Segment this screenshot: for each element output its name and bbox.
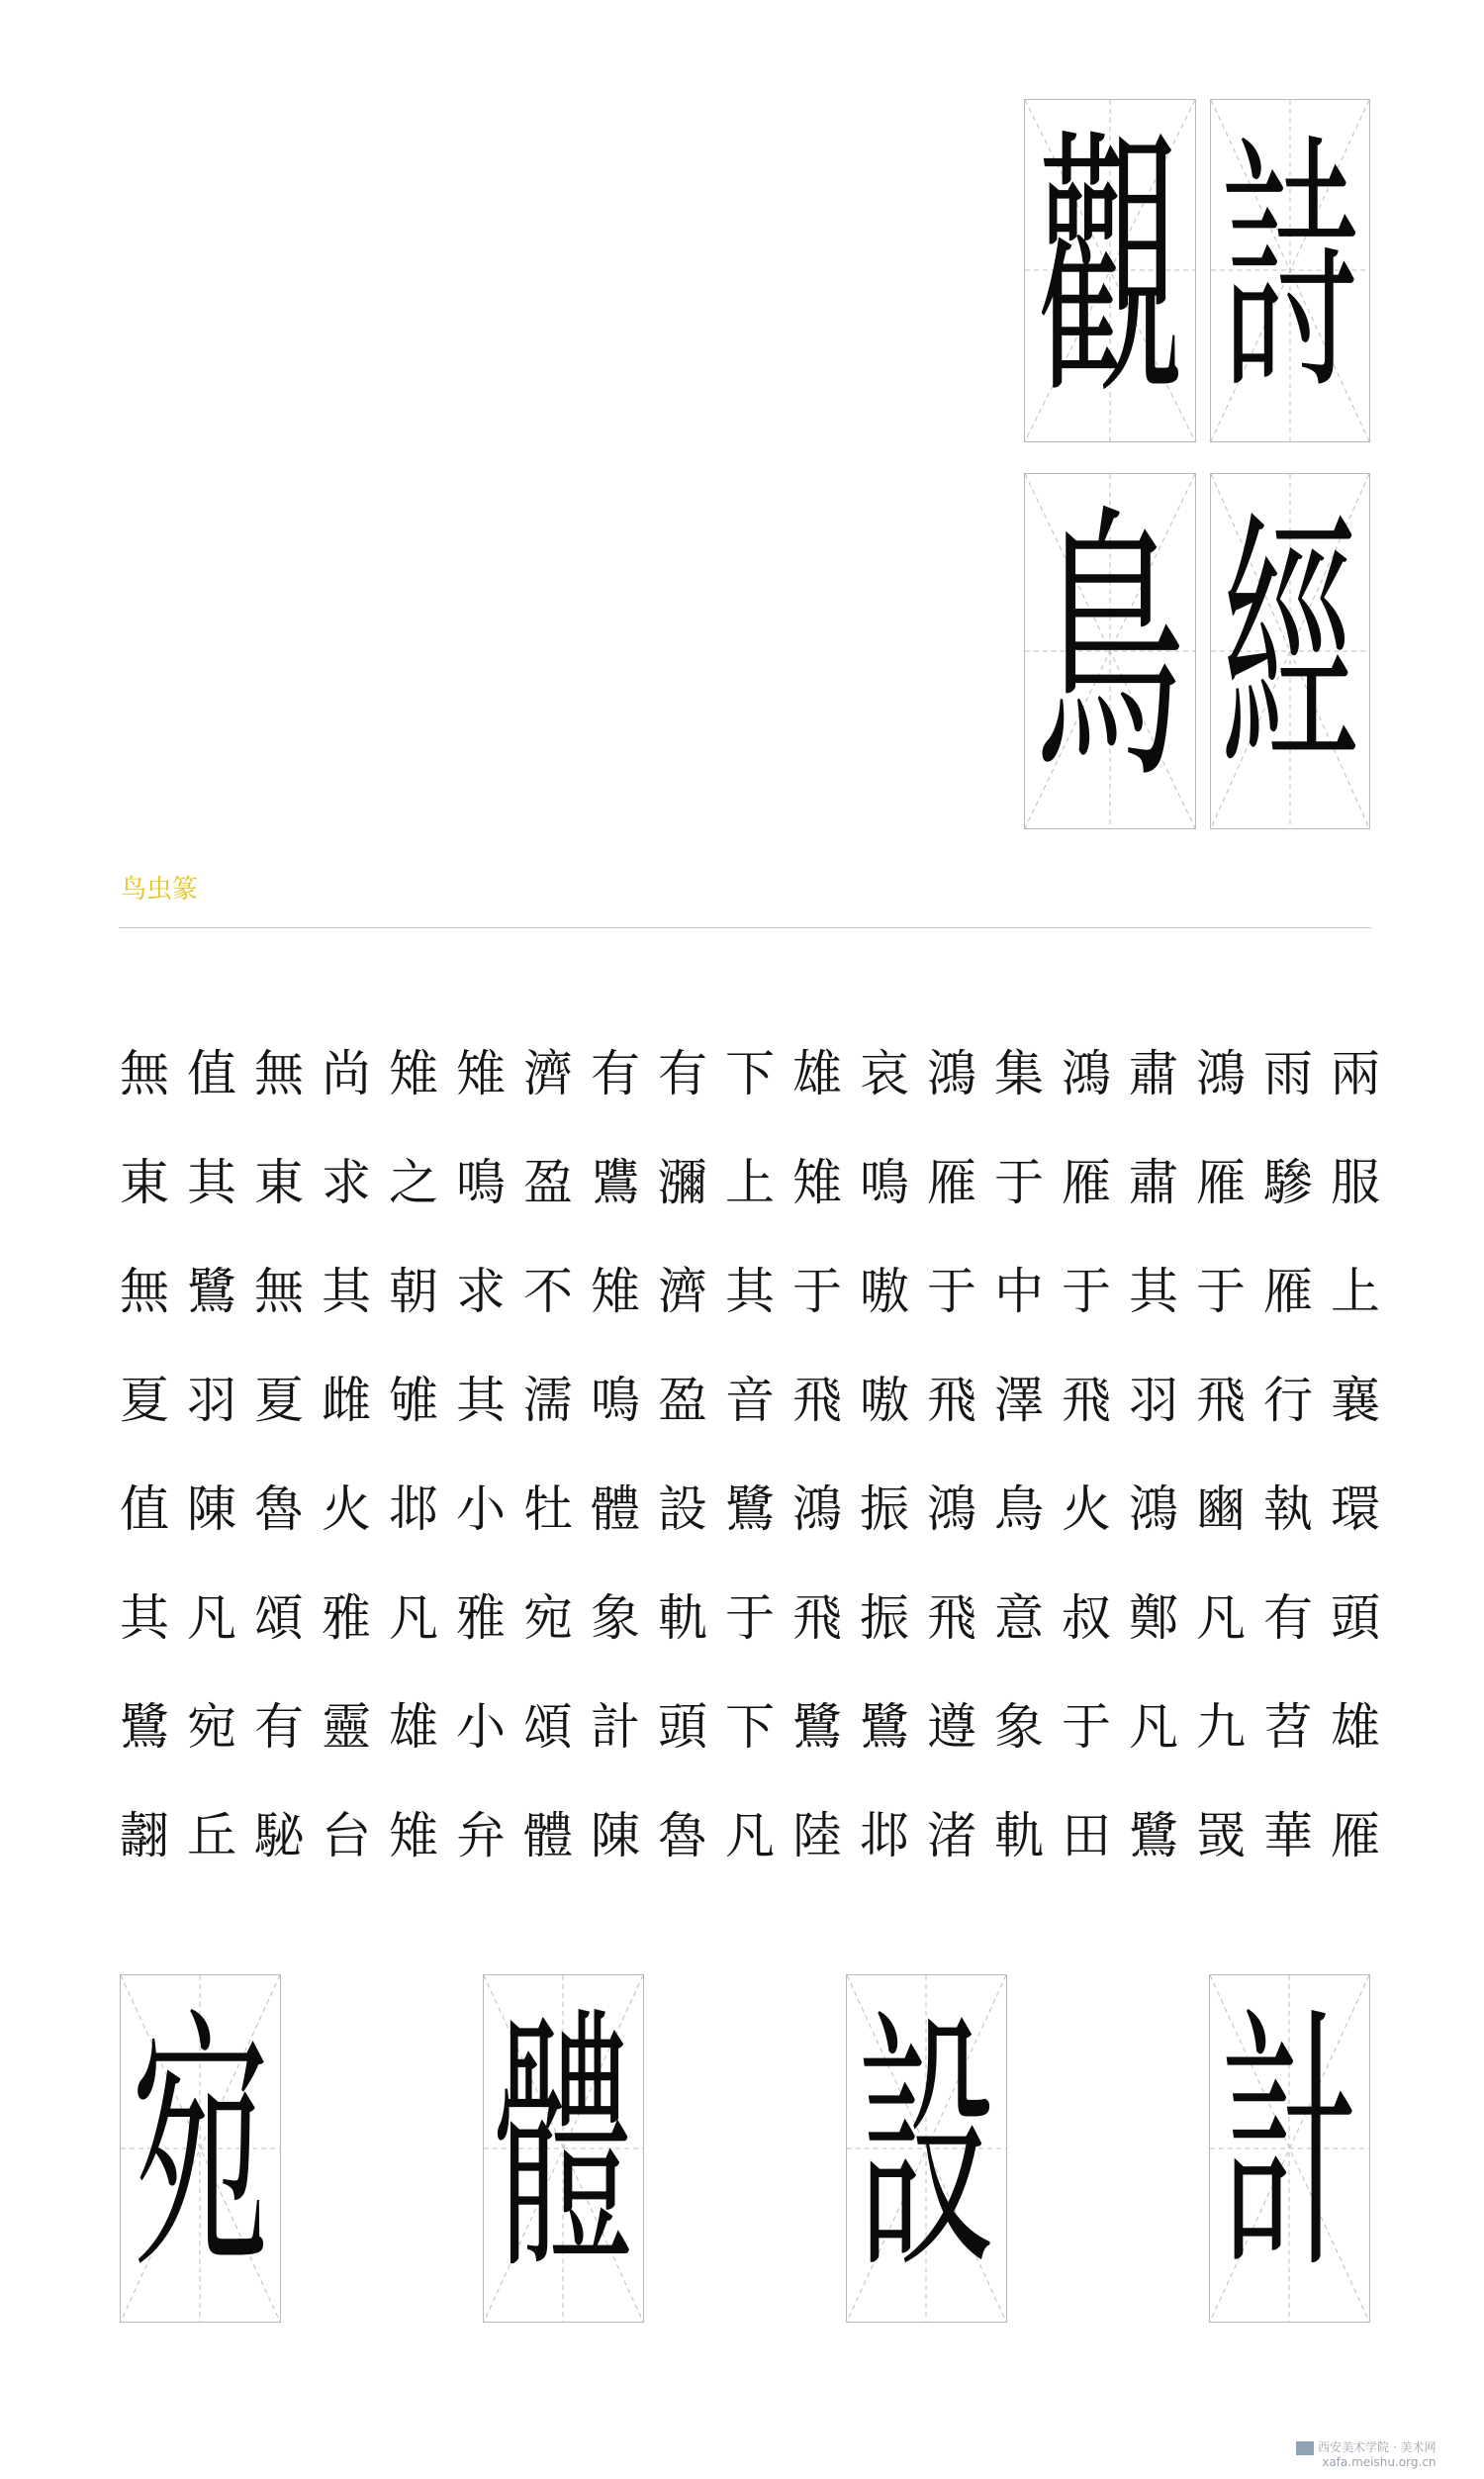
character: 台 <box>322 1807 371 1864</box>
text-column <box>1258 1019 1318 1890</box>
text-column <box>1124 1019 1183 1890</box>
character: 無 <box>254 1263 304 1320</box>
character: 意 <box>994 1589 1044 1647</box>
character: 弁 <box>456 1807 506 1864</box>
character: 鷕 <box>591 1154 640 1211</box>
character: 雁 <box>1196 1154 1246 1211</box>
character: 小 <box>456 1480 506 1538</box>
character: 火 <box>322 1480 371 1538</box>
character: 宛 <box>187 1698 236 1756</box>
specimen-glyph: 觀 <box>1035 107 1184 434</box>
text-column <box>451 1019 510 1890</box>
character: 有 <box>254 1698 304 1756</box>
text-column <box>384 1019 443 1890</box>
character: 振 <box>860 1589 909 1647</box>
character: 凡 <box>1196 1589 1246 1647</box>
specimen-glyph: 鳥 <box>1035 483 1184 819</box>
character: 九 <box>1196 1698 1246 1756</box>
character: 渚 <box>927 1807 976 1864</box>
character: 翿 <box>120 1807 169 1864</box>
character: 罭 <box>1196 1807 1246 1864</box>
logo-icon <box>1296 2441 1314 2455</box>
character: 雁 <box>1263 1263 1313 1320</box>
character: 于 <box>1196 1263 1246 1320</box>
character: 雨 <box>1263 1045 1313 1102</box>
character: 濟 <box>658 1263 707 1320</box>
character: 上 <box>1331 1263 1380 1320</box>
character: 濟 <box>523 1045 573 1102</box>
character: 盈 <box>658 1372 707 1429</box>
specimen-glyph: 詩 <box>1220 112 1359 428</box>
text-column <box>855 1019 914 1890</box>
character: 凡 <box>725 1807 775 1864</box>
character: 頌 <box>523 1698 573 1756</box>
character: 音 <box>725 1372 775 1429</box>
character: 雁 <box>1331 1807 1380 1864</box>
text-column <box>653 1019 712 1890</box>
character: 雅 <box>456 1589 506 1647</box>
character: 小 <box>456 1698 506 1756</box>
character: 于 <box>792 1263 842 1320</box>
character: 飛 <box>1062 1372 1111 1429</box>
character: 鳥 <box>994 1480 1044 1538</box>
specimen-box-ti <box>483 1974 644 2323</box>
character: 雄 <box>792 1045 842 1102</box>
character: 其 <box>322 1263 371 1320</box>
character: 丘 <box>187 1807 236 1864</box>
specimen-box-niao <box>1024 473 1196 829</box>
character: 飛 <box>792 1589 842 1647</box>
text-column <box>922 1019 981 1890</box>
character: 飛 <box>1196 1372 1246 1429</box>
character: 兩 <box>1331 1045 1380 1102</box>
character: 牡 <box>523 1480 573 1538</box>
character: 有 <box>1263 1589 1313 1647</box>
character: 東 <box>120 1154 169 1211</box>
character: 雉 <box>389 1045 438 1102</box>
text-column <box>720 1019 780 1890</box>
character: 雁 <box>927 1154 976 1211</box>
character: 之 <box>389 1154 438 1211</box>
character: 鴻 <box>1062 1045 1111 1102</box>
specimen-glyph: 計 <box>1220 1986 1359 2309</box>
character: 有 <box>591 1045 640 1102</box>
character: 鷺 <box>187 1263 236 1320</box>
character: 雄 <box>389 1698 438 1756</box>
character: 集 <box>994 1045 1044 1102</box>
character: 鷺 <box>725 1480 775 1538</box>
character: 鷺 <box>120 1698 169 1756</box>
character: 瀰 <box>658 1154 707 1211</box>
specimen-box-wan <box>120 1974 281 2323</box>
character: 雊 <box>389 1372 438 1429</box>
character: 鷺 <box>860 1698 909 1756</box>
character: 象 <box>994 1698 1044 1756</box>
character: 澤 <box>994 1372 1044 1429</box>
character: 邶 <box>389 1480 438 1538</box>
character: 東 <box>254 1154 304 1211</box>
character: 軌 <box>658 1589 707 1647</box>
character: 凡 <box>389 1589 438 1647</box>
character: 田 <box>1062 1807 1111 1864</box>
character: 其 <box>725 1263 775 1320</box>
character: 驂 <box>1263 1154 1313 1211</box>
text-column <box>1191 1019 1251 1890</box>
watermark-url: xafa.meishu.org.cn <box>1322 2454 1437 2469</box>
character: 鴻 <box>1129 1480 1178 1538</box>
text-column <box>317 1019 376 1890</box>
character: 其 <box>1129 1263 1178 1320</box>
specimen-box-guan <box>1024 99 1196 442</box>
character: 飛 <box>792 1372 842 1429</box>
character: 夏 <box>120 1372 169 1429</box>
character: 鷺 <box>792 1698 842 1756</box>
character: 哀 <box>860 1045 909 1102</box>
character: 駜 <box>254 1807 304 1864</box>
character: 華 <box>1263 1807 1313 1864</box>
character: 頭 <box>658 1698 707 1756</box>
watermark-line1 <box>1296 2440 1436 2455</box>
character: 火 <box>1062 1480 1111 1538</box>
watermark-text: 西安美术学院 · 美术网 <box>1318 2440 1437 2454</box>
character: 羽 <box>187 1372 236 1429</box>
character: 雉 <box>389 1807 438 1864</box>
specimen-box-she <box>846 1974 1007 2323</box>
character: 雁 <box>1062 1154 1111 1211</box>
character: 苕 <box>1263 1698 1313 1756</box>
character: 嗷 <box>860 1263 909 1320</box>
character: 宛 <box>523 1589 573 1647</box>
character: 于 <box>927 1263 976 1320</box>
character: 于 <box>1062 1263 1111 1320</box>
character: 雌 <box>322 1372 371 1429</box>
character: 鴻 <box>792 1480 842 1538</box>
character: 鳴 <box>591 1372 640 1429</box>
character: 環 <box>1331 1480 1380 1538</box>
character: 飛 <box>927 1589 976 1647</box>
text-column <box>182 1019 241 1890</box>
character: 羽 <box>1129 1372 1178 1429</box>
character: 陳 <box>187 1480 236 1538</box>
character: 求 <box>322 1154 371 1211</box>
character: 值 <box>120 1480 169 1538</box>
character: 鴻 <box>927 1480 976 1538</box>
character: 雄 <box>1331 1698 1380 1756</box>
specimen-glyph: 體 <box>494 1986 633 2309</box>
character: 襄 <box>1331 1372 1380 1429</box>
character: 象 <box>591 1589 640 1647</box>
character: 頌 <box>254 1589 304 1647</box>
character: 肅 <box>1129 1154 1178 1211</box>
character: 行 <box>1263 1372 1313 1429</box>
watermark <box>1296 2440 1436 2469</box>
character: 魯 <box>254 1480 304 1538</box>
character: 執 <box>1263 1480 1313 1538</box>
character: 雉 <box>591 1263 640 1320</box>
specimen-glyph: 經 <box>1220 489 1359 811</box>
specimen-box-ji <box>1209 1974 1370 2323</box>
character: 體 <box>523 1807 573 1864</box>
character: 鳴 <box>860 1154 909 1211</box>
character-grid <box>115 1019 1381 1890</box>
specimen-box-shi <box>1210 99 1370 442</box>
section-title: 鸟虫篆 <box>121 875 199 905</box>
character: 無 <box>120 1045 169 1102</box>
text-column <box>518 1019 578 1890</box>
character: 凡 <box>187 1589 236 1647</box>
specimen-glyph: 宛 <box>131 1986 270 2309</box>
text-column <box>586 1019 645 1890</box>
character: 上 <box>725 1154 775 1211</box>
text-column <box>989 1019 1049 1890</box>
character: 體 <box>591 1480 640 1538</box>
character: 于 <box>1062 1698 1111 1756</box>
character: 其 <box>187 1154 236 1211</box>
character: 無 <box>254 1045 304 1102</box>
character: 嗷 <box>860 1372 909 1429</box>
character: 遵 <box>927 1698 976 1756</box>
text-column <box>249 1019 309 1890</box>
character: 有 <box>658 1045 707 1102</box>
specimen-box-jing <box>1210 473 1370 829</box>
character: 鄭 <box>1129 1589 1178 1647</box>
character: 頭 <box>1331 1589 1380 1647</box>
character: 鴻 <box>927 1045 976 1102</box>
character: 計 <box>591 1698 640 1756</box>
text-column <box>1057 1019 1116 1890</box>
character: 陳 <box>591 1807 640 1864</box>
text-column <box>788 1019 847 1890</box>
divider <box>119 927 1371 928</box>
character: 于 <box>994 1154 1044 1211</box>
character: 于 <box>725 1589 775 1647</box>
character: 求 <box>456 1263 506 1320</box>
character: 中 <box>994 1263 1044 1320</box>
character: 叔 <box>1062 1589 1111 1647</box>
character: 盈 <box>523 1154 573 1211</box>
character: 靈 <box>322 1698 371 1756</box>
character: 振 <box>860 1480 909 1538</box>
character: 雉 <box>792 1154 842 1211</box>
specimen-glyph: 設 <box>857 1986 996 2309</box>
character: 魯 <box>658 1807 707 1864</box>
text-column <box>1326 1019 1385 1890</box>
character: 肅 <box>1129 1045 1178 1102</box>
character: 朝 <box>389 1263 438 1320</box>
character: 鴻 <box>1196 1045 1246 1102</box>
character: 豳 <box>1196 1480 1246 1538</box>
character: 凡 <box>1129 1698 1178 1756</box>
character: 值 <box>187 1045 236 1102</box>
character: 尚 <box>322 1045 371 1102</box>
character: 下 <box>725 1698 775 1756</box>
character: 鳴 <box>456 1154 506 1211</box>
character: 鷺 <box>1129 1807 1178 1864</box>
character: 其 <box>456 1372 506 1429</box>
character: 無 <box>120 1263 169 1320</box>
character: 陸 <box>792 1807 842 1864</box>
text-column <box>115 1019 174 1890</box>
character: 設 <box>658 1480 707 1538</box>
character: 不 <box>523 1263 573 1320</box>
character: 軌 <box>994 1807 1044 1864</box>
character: 邶 <box>860 1807 909 1864</box>
character: 夏 <box>254 1372 304 1429</box>
character: 飛 <box>927 1372 976 1429</box>
character: 濡 <box>523 1372 573 1429</box>
character: 雉 <box>456 1045 506 1102</box>
character: 下 <box>725 1045 775 1102</box>
character: 其 <box>120 1589 169 1647</box>
character: 雅 <box>322 1589 371 1647</box>
character: 服 <box>1331 1154 1380 1211</box>
